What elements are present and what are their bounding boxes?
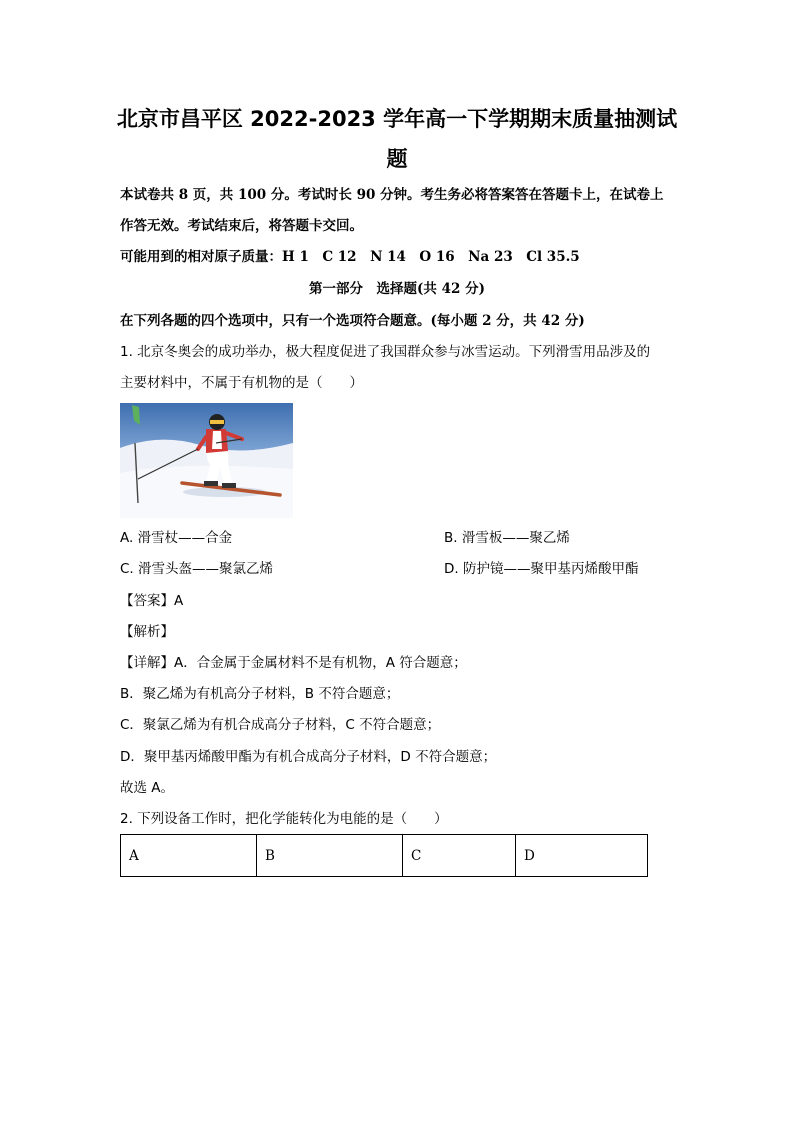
q1-option-d: D. 防护镜——聚甲基丙烯酸甲酯 — [444, 561, 639, 577]
page-title: 北京市昌平区 2022-2023 学年高一下学期期末质量抽测试 — [116, 107, 678, 131]
q1-detail-line: C．聚氯乙烯为有机合成高分子材料，C 不符合题意； — [120, 717, 441, 733]
q1-detail-line: D．聚甲基丙烯酸甲酯为有机合成高分子材料，D 不符合题意； — [120, 749, 497, 765]
q2-choice-cell-a: A — [121, 835, 257, 877]
q2-choice-cell-c: C — [403, 835, 516, 877]
q1-option-a: A. 滑雪杖——合金 — [120, 530, 233, 546]
q1-answer: 【答案】A — [120, 593, 184, 609]
q1-detail-line: B．聚乙烯为有机高分子材料，B 不符合题意； — [120, 686, 400, 702]
q2-choice-cell-d: D — [516, 835, 648, 877]
skier-photo — [120, 403, 293, 518]
q1-stem-line-2: 主要材料中，不属于有机物的是（ ） — [120, 375, 363, 391]
section-heading: 第一部分 选择题(共 42 分) — [309, 281, 485, 297]
instructions-line-2: 作答无效。考试结束后，将答题卡交回。 — [120, 218, 363, 234]
q2-choices-table — [120, 834, 648, 877]
q1-option-c: C. 滑雪头盔——聚氯乙烯 — [120, 561, 274, 577]
q1-detail-line: 故选 A。 — [120, 780, 175, 796]
instructions-line-1: 本试卷共 8 页，共 100 分。考试时长 90 分钟。考生务必将答案答在答题卡上，在试卷上 — [120, 187, 664, 203]
q1-detail-line: 【详解】A．合金属于金属材料不是有机物，A 符合题意； — [120, 655, 467, 671]
q1-stem-line-1: 1. 北京冬奥会的成功举办，极大程度促进了我国群众参与冰雪运动。下列滑雪用品涉及的 — [120, 344, 651, 360]
q1-option-b: B. 滑雪板——聚乙烯 — [444, 530, 570, 546]
table-row — [121, 835, 648, 877]
q2-choice-cell-b: B — [257, 835, 403, 877]
page-title-continued: 题 — [386, 147, 408, 171]
q2-stem: 2. 下列设备工作时，把化学能转化为电能的是（ ） — [120, 811, 448, 827]
section-directions: 在下列各题的四个选项中，只有一个选项符合题意。(每小题 2 分，共 42 分) — [120, 313, 585, 329]
atomic-masses: 可能用到的相对原子质量：H 1 C 12 N 14 O 16 Na 23 Cl 35.5 — [120, 249, 580, 265]
q1-analysis-label: 【解析】 — [120, 624, 174, 640]
